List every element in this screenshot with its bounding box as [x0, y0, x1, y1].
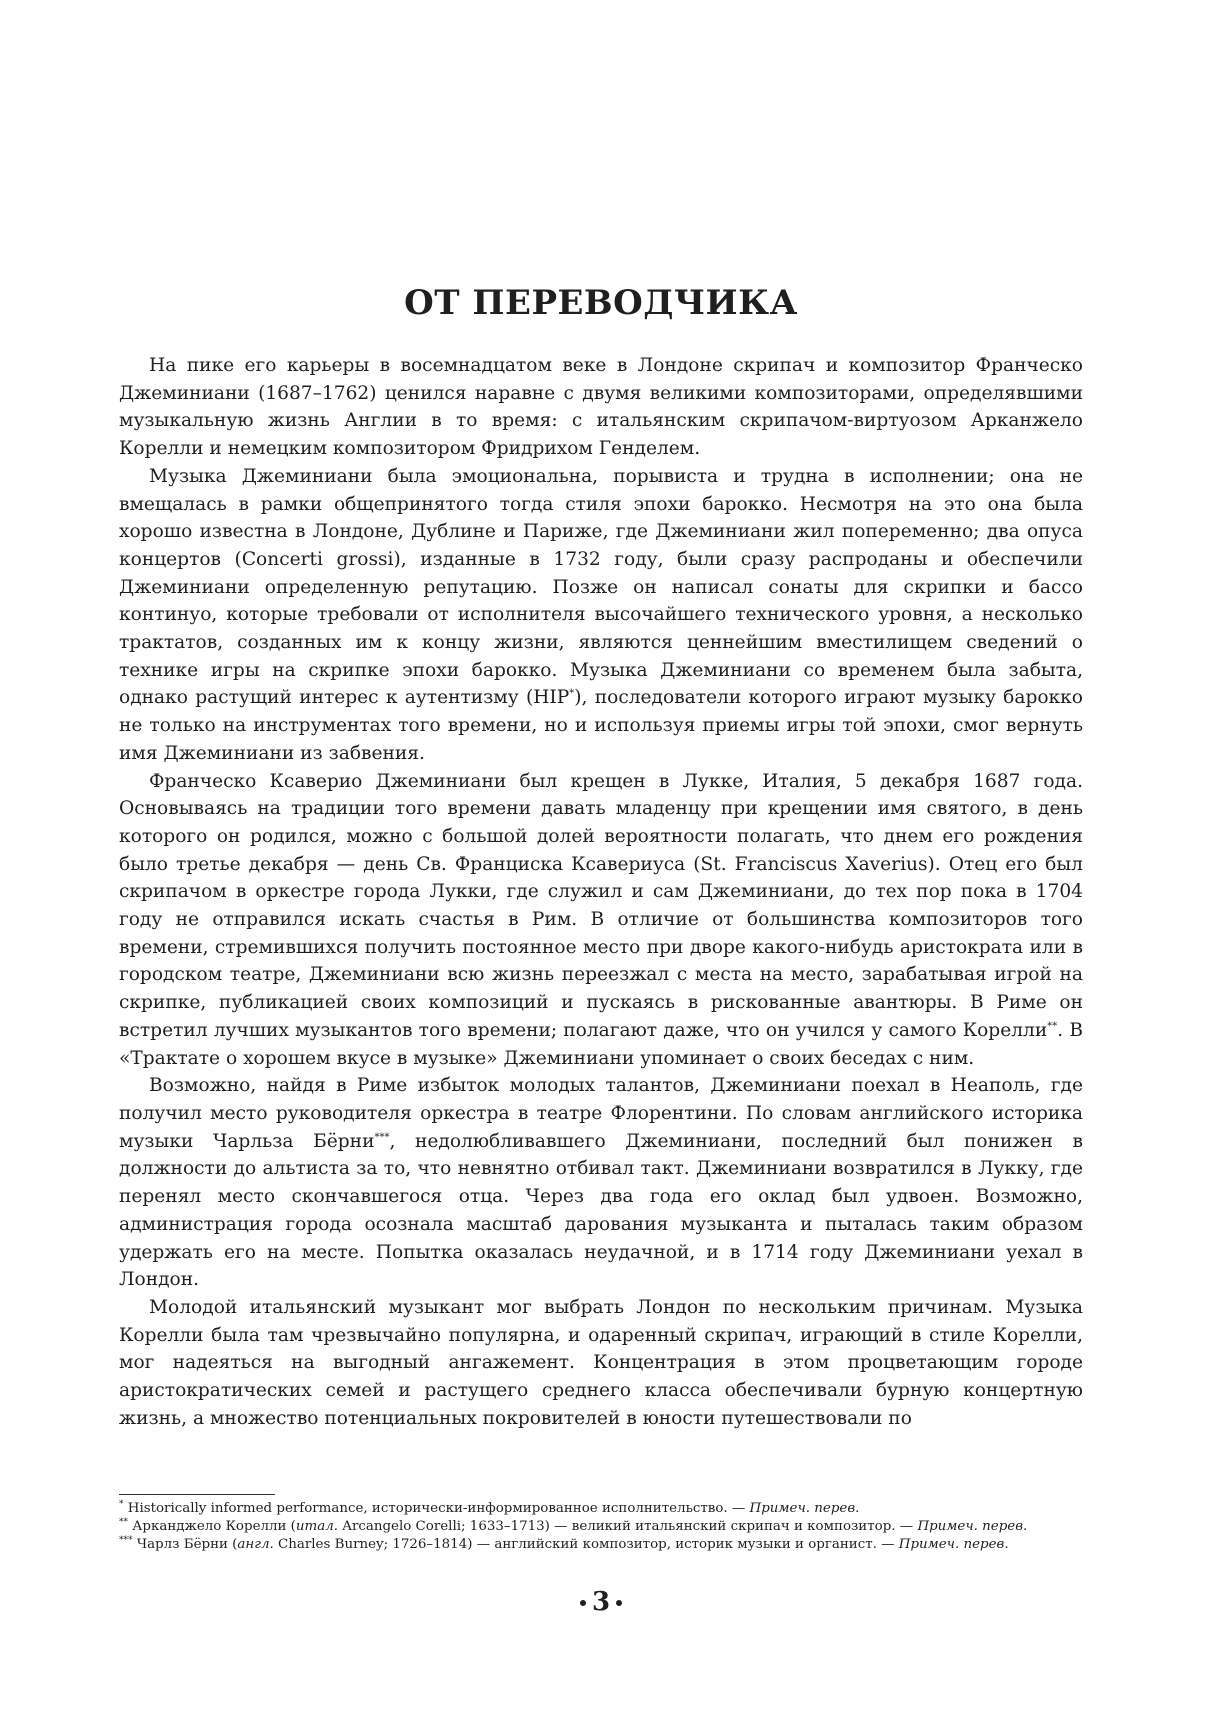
- footnote-2-note: Примеч. перев.: [917, 1519, 1028, 1534]
- footnote-3-text-a: Чарлз Бёрни (: [136, 1537, 238, 1552]
- paragraph-1: [119, 352, 1083, 463]
- footnote-3-mark: ***: [119, 1535, 133, 1546]
- footnote-ref-1: *: [569, 688, 575, 700]
- footnote-1-note: Примеч. перев.: [749, 1501, 860, 1516]
- bullet-right-icon: [616, 1600, 622, 1606]
- main-text: [119, 352, 1083, 1432]
- page-title: ОТ ПЕРЕВОДЧИКА: [404, 283, 798, 323]
- paragraph-3: [119, 768, 1083, 1073]
- paragraph-1-text: На пике его карьеры в восемнадцатом веке в Лондоне скрипач и композитор Франческо Джеминиани (1687–1762) ценился наравне с двумя великими композиторами, определявшими музыкальную жизнь Англии в то время: с итальянским скрипачом-виртуозом Арканжело Корелли и немецким композитором Фридрихом Генделем.: [119, 355, 1083, 460]
- footnote-2-text-b: Arcangelo Corelli; 1633–1713) — великий итальянский скрипач и композитор. —: [338, 1519, 918, 1534]
- bullet-left-icon: [580, 1600, 586, 1606]
- footnote-3-lang: англ.: [237, 1537, 274, 1552]
- paragraph-5-text: Молодой итальянский музыкант мог выбрать Лондон по нескольким причинам. Музыка Корелли была там чрезвычайно популярна, и одаренный скрипач, играющий в стиле Корелли, мог надеяться на выгодный ангажемент. Концентрация в этом процветающим городе аристократических семей и растущего среднего класса обеспечивали бурную концертную жизнь, а множество потенциальных покровителей в юности путешествовали по: [119, 1296, 1083, 1429]
- page-number: [119, 1586, 1083, 1618]
- footnote-ref-2: **: [1047, 1020, 1058, 1032]
- paragraph-3-text-a: Франческо Ксаверио Джеминиани был крещен в Лукке, Италия, 5 декабря 1687 года. Основываясь на традиции того времени давать младенцу при крещении имя святого, в день которого он родился, можно с большой долей вероятности полагать, что днем его рождения было третье декабря — день Св. Франциска Ксавериуса (St. Franciscus Xaverius). Отец его был скрипачом в оркестре города Лукки, где служил и сам Джеминиани, до тех пор пока в 1704 году не отправился искать счастья в Рим. В отличие от большинства композиторов того времени, стремившихся получить постоянное место при дворе какого-нибудь аристократа или в городском театре, Джеминиани всю жизнь переезжал с места на место, зарабатывая игрой на скрипке, публикацией своих композиций и пускаясь в рискованные авантюры. В Риме он встретил лучших музыкантов того времени; полагают даже, что он учился у самого Корелли: [119, 770, 1083, 1041]
- paragraph-3-text-b: . В «Трактате о хорошем вкусе в музыке» Джеминиани упоминает о своих беседах с ним.: [119, 1019, 1083, 1069]
- page-number-value: 3: [591, 1587, 611, 1617]
- footnote-ref-3: ***: [374, 1131, 390, 1143]
- footnote-1: [119, 1500, 1083, 1518]
- paragraph-4: [119, 1072, 1083, 1294]
- paragraph-4-text-b: , недолюбливавшего Джеминиани, последний был понижен в должности до альтиста за то, что невнятно отбивал такт. Джеминиани возвратился в Лукку, где перенял место скончавшегося отца. Через два года его оклад был удвоен. Возможно, администрация города осознала масштаб дарования музыканта и пыталась таким образом удержать его на месте. Попытка оказалась неудачной, и в 1714 году Джеминиани уехал в Лондон.: [119, 1130, 1083, 1291]
- paragraph-2-text-a: Музыка Джеминиани была эмоциональна, порывиста и трудна в исполнении; она не вмещалась в рамки общепринятого тогда стиля эпохи барокко. Несмотря на это она была хорошо известна в Лондоне, Дублине и Париже, где Джеминиани жил попеременно; два опуса концертов (Concerti grossi), изданные в 1732 году, были сразу распроданы и обеспечили Джеминиани определенную репутацию. Позже он написал сонаты для скрипки и бассо континуо, которые требовали от исполнителя высочайшего технического уровня, а несколько трактатов, созданных им к концу жизни, являются ценнейшим вместилищем сведений о технике игры на скрипке эпохи барокко. Музыка Джеминиани со временем была забыта, однако растущий интерес к аутентизму (HIP: [119, 465, 1083, 709]
- paragraph-4-text-a: Возможно, найдя в Риме избыток молодых талантов, Джеминиани поехал в Неаполь, где получил место руководителя оркестра в театре Флорентини. По словам английского историка музыки Чарльза Бёрни: [119, 1075, 1083, 1152]
- footnote-divider: [119, 1494, 275, 1495]
- footnote-3-text-b: Charles Burney; 1726–1814) — английский композитор, историк музыки и органист. —: [273, 1537, 899, 1552]
- footnote-2-mark: **: [119, 1517, 128, 1528]
- footnotes: [119, 1500, 1083, 1554]
- footnote-3: [119, 1536, 1083, 1554]
- footnote-2: [119, 1518, 1083, 1536]
- footnote-2-text-a: Арканджело Корелли (: [132, 1519, 296, 1534]
- footnote-1-mark: *: [119, 1499, 124, 1510]
- paragraph-5: [119, 1294, 1083, 1433]
- paragraph-2: [119, 463, 1083, 768]
- document-page: [119, 0, 1083, 1713]
- paragraph-2-text-b: ), последователи которого играют музыку барокко не только на инструментах того времени, но и используя приемы игры той эпохи, смог вернуть имя Джеминиани из забвения.: [119, 687, 1083, 764]
- footnote-3-note: Примеч. перев.: [898, 1537, 1009, 1552]
- footnote-1-text: Historically informed performance, исторически-информированное исполнительство. —: [127, 1501, 750, 1516]
- footnote-2-lang: итал.: [295, 1519, 339, 1534]
